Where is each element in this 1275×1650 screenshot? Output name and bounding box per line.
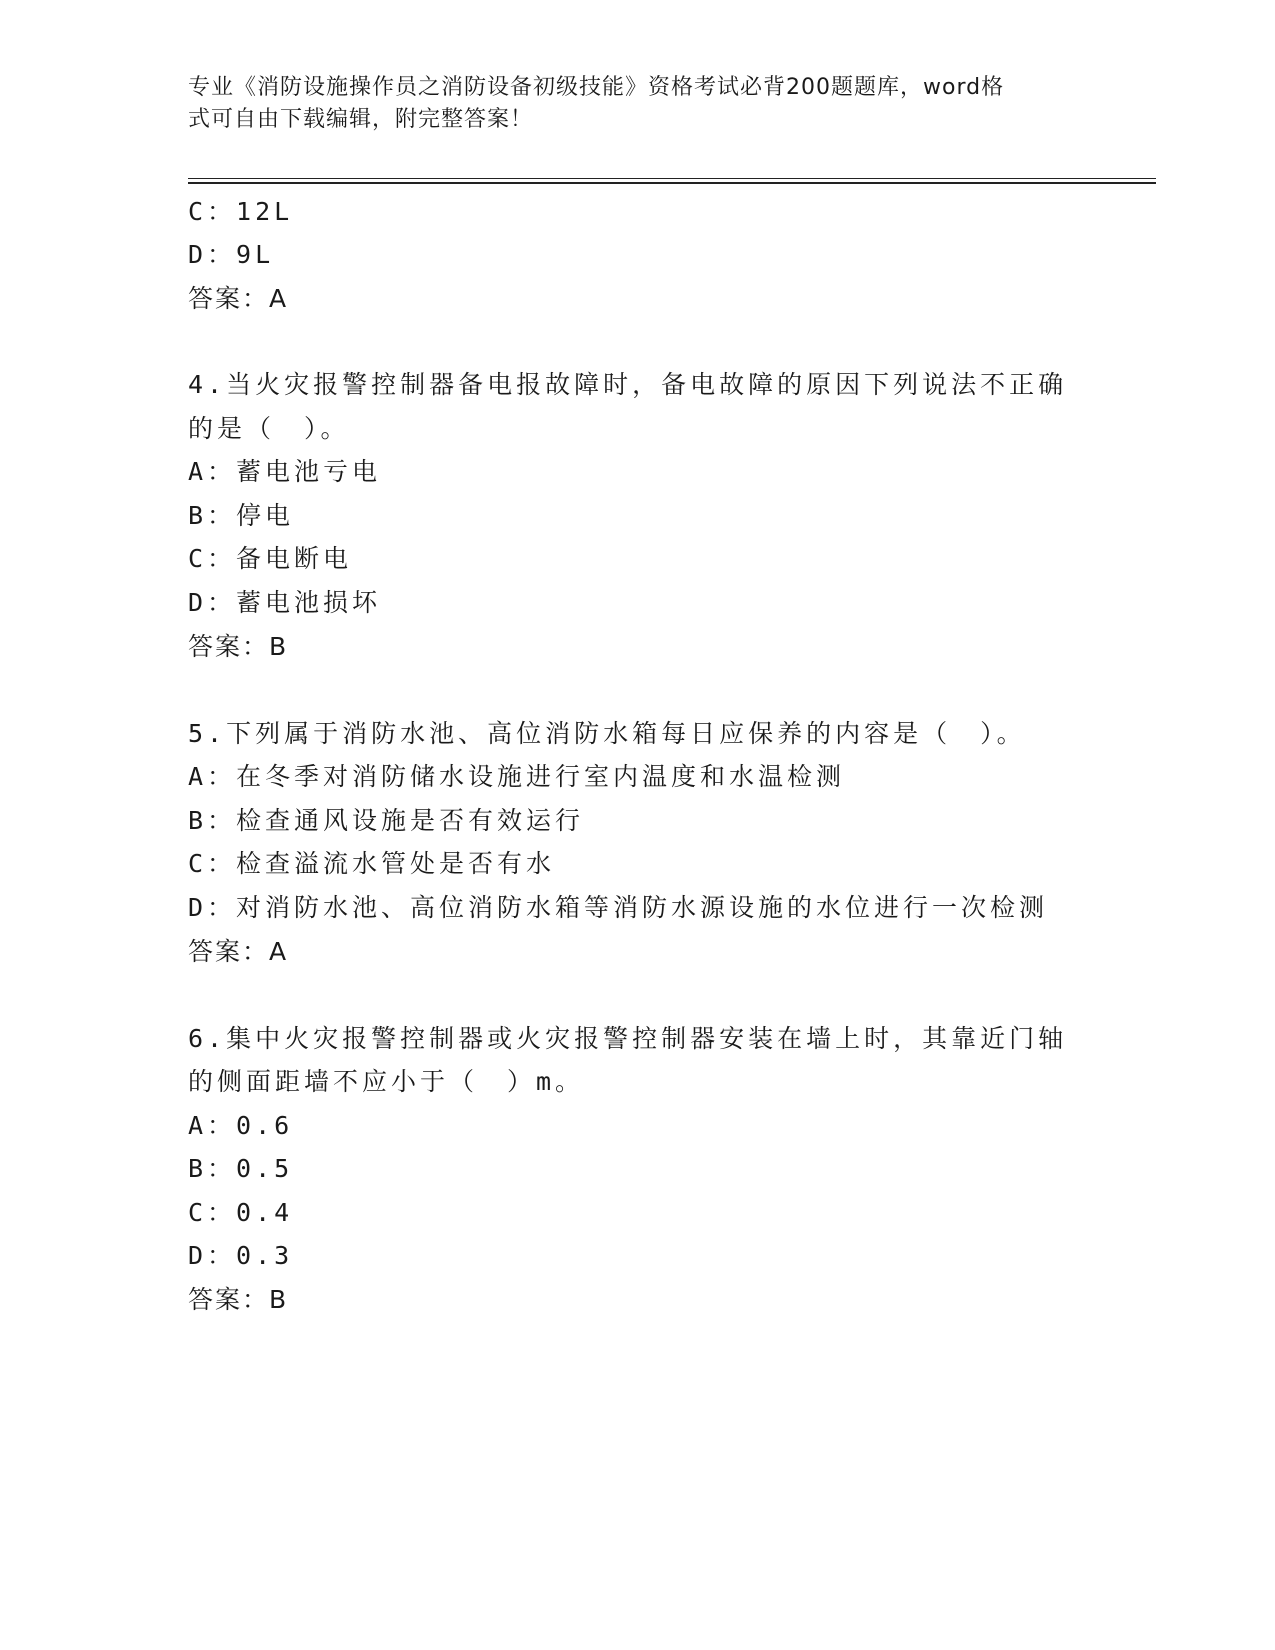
q4-option-b: B：停电 — [188, 501, 295, 530]
q5-answer: 答案：A — [188, 937, 289, 966]
q3-option-d: D：9L — [188, 240, 275, 269]
page-header — [188, 72, 1068, 136]
q5-option-a: A：在冬季对消防储水设施进行室内温度和水温检测 — [188, 762, 846, 791]
q6-option-b: B：0.5 — [188, 1154, 294, 1183]
q5-option-d: D：对消防水池、高位消防水箱等消防水源设施的水位进行一次检测 — [188, 893, 1049, 922]
q6-stem-line-1: 6.集中火灾报警控制器或火灾报警控制器安装在墙上时，其靠近门轴 — [188, 1024, 1068, 1053]
q3-option-c: C：12L — [188, 197, 294, 226]
q6-stem-line-2: 的侧面距墙不应小于（ ）m。 — [188, 1067, 585, 1096]
q4-option-d: D：蓄电池损坏 — [188, 588, 382, 617]
q4-option-c: C：备电断电 — [188, 544, 353, 573]
q6-option-d: D：0.3 — [188, 1241, 294, 1270]
q5-option-c: C：检查溢流水管处是否有水 — [188, 849, 556, 878]
header-line-2: 式可自由下载编辑，附完整答案！ — [188, 107, 534, 132]
q5-stem-line-1: 5.下列属于消防水池、高位消防水箱每日应保养的内容是（ ）。 — [188, 719, 1026, 748]
header-line-1: 专业《消防设施操作员之消防设备初级技能》资格考试必背200题题库，word格 — [188, 75, 1005, 100]
q6-option-c: C：0.4 — [188, 1198, 294, 1227]
q4-answer: 答案：B — [188, 632, 289, 661]
q6-answer: 答案：B — [188, 1285, 289, 1314]
q6-option-a: A：0.6 — [188, 1111, 294, 1140]
q5-option-b: B：检查通风设施是否有效运行 — [188, 806, 585, 835]
q3-answer: 答案：A — [188, 284, 289, 313]
header-divider-thin — [188, 178, 1156, 179]
q4-stem-line-2: 的是（ ）。 — [188, 414, 350, 443]
header-divider-thick — [188, 182, 1156, 184]
q4-stem-line-1: 4.当火灾报警控制器备电报故障时，备电故障的原因下列说法不正确 — [188, 370, 1068, 399]
q4-option-a: A：蓄电池亏电 — [188, 457, 382, 486]
